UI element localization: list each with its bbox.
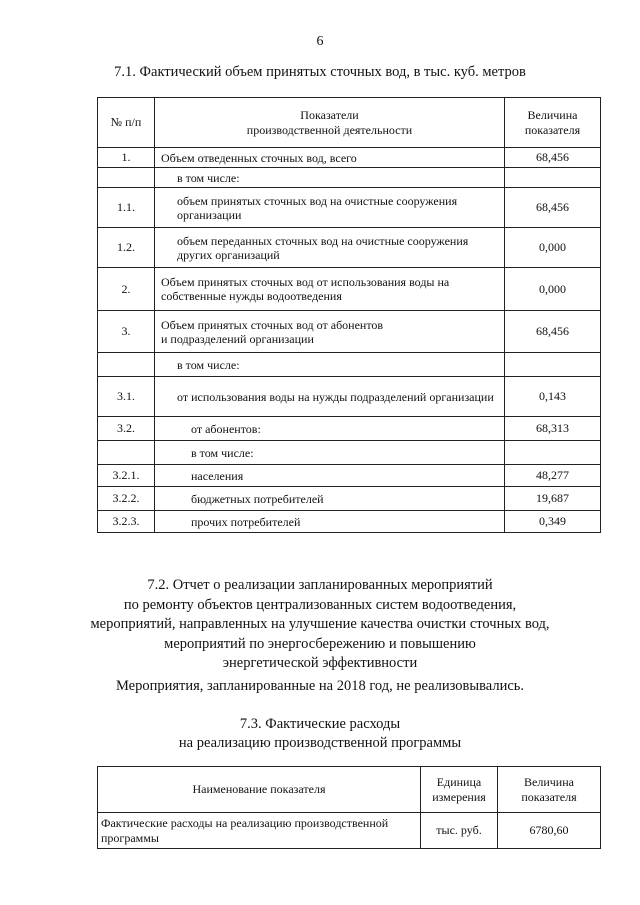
row-num: [98, 268, 155, 311]
row-num: [98, 148, 155, 168]
row-value-text: 68,456: [536, 200, 569, 214]
row-value: [505, 268, 601, 311]
row-name: [155, 228, 505, 268]
row-num: [98, 353, 155, 377]
table-row: [98, 228, 601, 268]
row-name-text: прочих потребителей: [191, 514, 301, 529]
row-num: [98, 511, 155, 533]
row-name-text: Объем принятых сточных вод от использования воды на собственные нужды водоотведения: [161, 275, 450, 303]
table-row: [98, 311, 601, 353]
table-row: [98, 465, 601, 487]
row-value: [505, 441, 601, 465]
expenses-unit-text: тыс. руб.: [436, 823, 482, 837]
row-value: [505, 311, 601, 353]
row-num-text: 3.1.: [117, 389, 135, 403]
table-row: [98, 188, 601, 228]
table-row: [98, 487, 601, 511]
row-num: [98, 441, 155, 465]
row-name-text: Объем принятых сточных вод от абонентов и подразделений организации: [161, 317, 384, 346]
row-num: [98, 311, 155, 353]
expenses-value-text: 6780,60: [529, 823, 569, 837]
row-num: [98, 417, 155, 441]
row-value: [505, 487, 601, 511]
section-7-2-line: мероприятий, направленных на улучшение качества очистки сточных вод,: [90, 616, 550, 632]
row-num-text: 3.2.2.: [112, 491, 140, 505]
section-7-2-line: мероприятий по энергосбережению и повышению: [164, 635, 476, 652]
row-name: [155, 511, 505, 533]
section-7-2-note: Мероприятия, запланированные на 2018 год, не реализовывались.: [115, 678, 525, 694]
row-name: [155, 441, 505, 465]
row-value: [505, 168, 601, 188]
row-name: [155, 377, 505, 417]
row-num: [98, 465, 155, 487]
section-7-3-line: на реализацию производственной программы: [178, 735, 462, 751]
expenses-name-text: Фактические расходы на реализацию производственной программы: [101, 815, 389, 845]
header-name: [155, 98, 505, 148]
section-7-2-title: [0, 576, 640, 674]
table-row: [98, 417, 601, 441]
row-num: [98, 188, 155, 228]
row-value: [505, 188, 601, 228]
header-indicator-text: Наименование показателя: [192, 782, 326, 796]
table-row: [98, 377, 601, 417]
header-value: [505, 98, 601, 148]
row-name: [155, 168, 505, 188]
table-row: [98, 148, 601, 168]
row-num-text: 3.2.1.: [112, 468, 140, 482]
row-name: [155, 268, 505, 311]
row-name-text: объем переданных сточных вод на очистные сооружения других организаций: [177, 233, 469, 262]
row-num-text: 3.2.3.: [112, 514, 140, 528]
header-unit-text: Единица измерения: [432, 774, 486, 804]
row-name: [155, 148, 505, 168]
row-value-text: 0,349: [539, 514, 566, 528]
expenses-value: [498, 813, 601, 849]
row-value: [505, 417, 601, 441]
row-name: [155, 487, 505, 511]
row-value: [505, 228, 601, 268]
row-name-text: в том числе:: [177, 357, 240, 372]
header-value-text: Величина показателя: [521, 774, 577, 804]
expenses-row: [98, 813, 601, 849]
row-name: [155, 188, 505, 228]
row-num-text: 3.: [121, 324, 131, 338]
row-num-text: 3.2.: [117, 421, 135, 435]
row-value-text: 48,277: [536, 468, 569, 482]
section-7-1-title: 7.1. Фактический объем принятых сточных вод, в тыс. куб. метров: [114, 64, 526, 80]
section-7-2-line: по ремонту объектов централизованных систем водоотведения,: [123, 596, 517, 613]
table-row: [98, 441, 601, 465]
section-7-2-line: 7.2. Отчет о реализации запланированных мероприятий: [147, 577, 493, 593]
row-name-text: бюджетных потребителей: [191, 491, 324, 506]
section-7-2-line: энергетической эффективности: [222, 655, 418, 671]
page-number: 6: [316, 34, 324, 49]
row-num-text: 2.: [121, 281, 131, 296]
row-num-text: 1.2.: [117, 240, 135, 254]
row-name: [155, 353, 505, 377]
row-value-text: 68,313: [536, 421, 569, 435]
wastewater-volume-table: [97, 97, 601, 533]
table-row: [98, 511, 601, 533]
row-num: [98, 487, 155, 511]
row-name-text: от использования воды на нужды подразделений организации: [177, 389, 494, 404]
table-header-row: [98, 98, 601, 148]
header-indicator-name: [98, 767, 421, 813]
row-name-text: Объем отведенных сточных вод, всего: [161, 150, 357, 165]
expenses-unit: [421, 813, 498, 849]
row-value-text: 68,456: [536, 150, 569, 164]
expenses-table: [97, 766, 601, 849]
row-value-text: 0,143: [539, 389, 566, 403]
row-name-text: в том числе:: [177, 170, 240, 185]
row-name: [155, 311, 505, 353]
row-value: [505, 465, 601, 487]
row-num: [98, 168, 155, 188]
row-name-text: от абонентов:: [191, 421, 261, 436]
header-unit: [421, 767, 498, 813]
row-name-text: населения: [191, 468, 244, 483]
row-value-text: 0,000: [539, 240, 566, 254]
table-row: [98, 168, 601, 188]
header-num: [98, 98, 155, 148]
row-value: [505, 511, 601, 533]
row-num-text: 1.: [121, 150, 131, 164]
expenses-header-row: [98, 767, 601, 813]
header-value: [498, 767, 601, 813]
row-name: [155, 465, 505, 487]
row-value: [505, 377, 601, 417]
table-row: [98, 353, 601, 377]
header-name-text: Показатели производственной деятельности: [246, 107, 413, 137]
table-row: [98, 268, 601, 311]
section-7-3-title: [0, 715, 640, 753]
row-value-text: 0,000: [539, 281, 566, 296]
row-name-text: в том числе:: [191, 445, 254, 460]
row-name-text: объем принятых сточных вод на очистные сооружения организации: [177, 193, 458, 222]
row-value-text: 68,456: [536, 324, 569, 338]
row-num: [98, 377, 155, 417]
row-num-text: 1.1.: [117, 200, 135, 214]
section-7-3-line: 7.3. Фактические расходы: [239, 716, 401, 732]
row-name: [155, 417, 505, 441]
header-num-text: № п/п: [110, 115, 142, 129]
row-value: [505, 353, 601, 377]
row-value-text: 19,687: [536, 491, 569, 505]
header-value-text: Величина показателя: [524, 107, 581, 137]
row-value: [505, 148, 601, 168]
expenses-name: [98, 813, 421, 849]
row-num: [98, 228, 155, 268]
